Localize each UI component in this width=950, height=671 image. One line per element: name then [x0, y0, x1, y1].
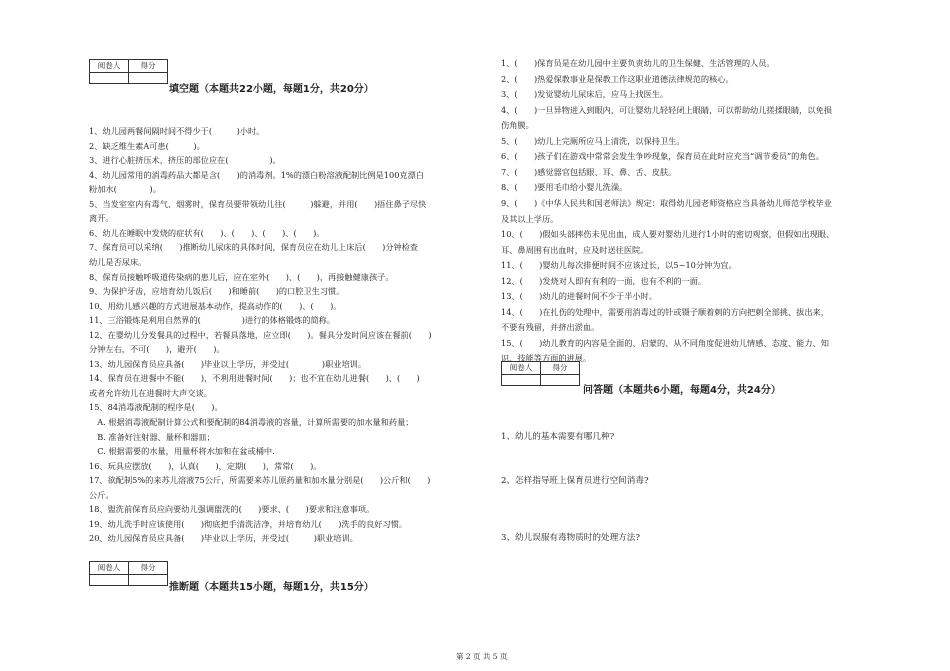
judge-question-line: 不要有残留，并挤出淤血。 [501, 322, 600, 333]
reviewer-cell [502, 375, 541, 385]
fill-section-title: 填空题（本题共22小题，每题1分，共20分） [169, 84, 374, 95]
fill-question-line: 公斤。 [89, 489, 114, 500]
score-label: 得分 [140, 563, 156, 572]
fill-question-line: 18、盥洗前保育员应向要幼儿强调盥洗的( )要求、( )要求和注意事项。 [89, 504, 375, 515]
judge-question-line: 6、( )孩子们在游戏中常常会发生争吵现象，保育员在此时应充当“调节委员”的角色。 [501, 151, 824, 162]
judge-question-line: 3、( )发觉婴幼儿尿床后，应马上找医生。 [501, 89, 669, 100]
score-cell [129, 73, 167, 83]
score-cell [129, 575, 167, 585]
qa-section-title: 问答题（本题共6小题，每题4分，共24分） [583, 385, 781, 396]
judge-question-line: 10、( )假如头部摔伤未见出血，成人要对婴幼儿进行1小时的密切观察，但假如出现眼、 [501, 229, 835, 240]
fill-question-line: C. 根据需要的水量，用量杯将水加和在盆或桶中. [89, 446, 275, 457]
fill-question-line: 幼儿是否尿床。 [89, 256, 147, 267]
judge-question-line: 及其以上学历。 [501, 213, 559, 224]
fill-question-line: 粉加水( )。 [89, 184, 161, 195]
judge-question-line: 4、( )一旦异物进入到眼内，可让婴幼儿轻轻闭上眼睛，可以帮助幼儿搓揉眼睛，以免损 [501, 104, 832, 115]
fill-question-line: 15、84消毒液配制的程序是( )。 [89, 402, 223, 413]
fill-question-line: 或者允许幼儿在进餐时大声交谈。 [89, 387, 212, 398]
judge-question-line: 11、( )婴幼儿每次排便时间不应该过长，以5~10分钟为宜。 [501, 260, 737, 271]
judge-question-line: 识、技能等方面的进展。 [501, 353, 592, 364]
judge-question-line: 13、( )幼儿的进餐时间不少于半小时。 [501, 291, 657, 302]
fill-question-line: 17、欲配制5%的来苏儿溶液75公斤，所需要来苏儿原药量和加水量分别是( )公斤和( ) [89, 475, 431, 486]
score-box-qa [501, 361, 580, 386]
judge-question-line: 14、( )在扎伤的处理中，需要用消毒过的针或镊子顺着刺的方向把刺全部挑、拔出来， [501, 306, 829, 317]
fill-question-line: 13、幼儿园保育员应具备( )毕业以上学历，并受过( )职业培训。 [89, 358, 367, 369]
reviewer-label: 阅卷人 [90, 562, 129, 574]
fill-question-line: 11、三浴锻炼是利用自然界的( )进行的体格锻炼的简称。 [89, 315, 336, 326]
judge-section-title: 推断题（本题共15小题，每题1分，共15分） [169, 582, 374, 593]
fill-question-line: 5、当发室室内有毒气、烟雾时，保育员要带领幼儿往( )躲避，并用( )捂住鼻子尽快 [89, 198, 427, 209]
fill-question-line: 分钟左右，不可( )，避开( )。 [89, 344, 225, 355]
score-label: 得分 [140, 61, 156, 70]
fill-question-line: 1、幼儿园两餐间隔时间不得少于( )小时。 [89, 126, 265, 136]
score-cell [541, 375, 579, 385]
judge-question-line: 伤角膜。 [501, 120, 534, 131]
judge-question-line: 5、( )幼儿上完厕所应马上清洗，以保持卫生。 [501, 135, 685, 146]
fill-question-line: 7、保育员可以采纳( )推断幼儿尿床的具体时间，保育员应在幼儿上床后( )分钟检查 [89, 242, 419, 253]
judge-question-line: 2、( )热爱保教事业是保教工作这职业道德法律规范的核心。 [501, 73, 734, 84]
fill-question-line: 16、玩具应摆放( )，认真( )，定期( )，常常( )。 [89, 460, 322, 471]
qa-question: 3、幼儿误服有毒物质时的处理方法? [501, 533, 640, 543]
reviewer-cell [90, 575, 129, 585]
fill-question-line: 12、在婴幼儿分发餐具的过程中，若餐具落地，应立即( )。餐具分发时间应该在餐前( ) [89, 329, 432, 340]
fill-question-line: 4、幼儿园常用的消毒药品大都是含( )的消毒剂。1%的漂白粉溶液配制比例是100克漂白 [89, 169, 424, 180]
judge-question-line: 8、( )要用毛巾给小婴儿洗澡。 [501, 182, 628, 193]
score-box-fill [89, 59, 168, 84]
qa-question: 1、幼儿的基本需要有哪几种? [501, 432, 615, 442]
fill-question-line: 19、幼儿洗手时应该使用( )彻底把手清洗洁净，并培育幼儿( )洗手的良好习惯。 [89, 518, 407, 529]
fill-question-line: 20、幼儿园保育员应具备( )毕业以上学历，并受过( )职业培训。 [89, 533, 358, 544]
score-box-judge [89, 561, 168, 586]
fill-question-line: 3、进行心脏挤压术，挤压的部位应在( )。 [89, 155, 281, 166]
fill-question-line: B. 准备好注射器、量杯和器皿； [89, 431, 215, 442]
qa-question: 2、怎样指导班上保育员进行空间消毒? [501, 476, 649, 486]
fill-question-line: 6、幼儿在睡眠中发烧的症状有( )、( )、( )、( )。 [89, 227, 325, 238]
fill-question-line: 14、保育员在进餐中不能( )，不利用进餐时间( )；也不宜在幼儿进餐( )、( ) [89, 373, 420, 384]
fill-question-line: 10、用幼儿感兴趣的方式进展基本动作，提高动作的( )、( )。 [89, 300, 342, 311]
judge-question-line: 耳、鼻周围有出血时，应及时送往医院。 [501, 244, 649, 255]
reviewer-label: 阅卷人 [502, 362, 541, 374]
judge-question-line: 15、( )幼儿教育的内容是全面的、启蒙的、从不同角度促进幼儿情感、态度、能力、知 [501, 337, 829, 348]
reviewer-label: 阅卷人 [90, 60, 129, 72]
score-label: 得分 [552, 363, 568, 372]
fill-question-line: 9、为保护牙齿，应培育幼儿饭后( )和睡前( )的口腔卫生习惯。 [89, 286, 345, 297]
fill-question-line: 8、保育员接触呼吸道传染病的患儿后，应在室外( )、( )，再接触健康孩子。 [89, 271, 394, 282]
judge-question-line: 12、( )发烧对人即有有利的一面，也有不利的一面。 [501, 275, 707, 286]
page-footer: 第 2 页 共 5 页 [456, 652, 508, 661]
fill-question-line: A. 根据消毒液配制计算公式和要配制的84消毒液的容量，计算所需要的加水量和药量； [89, 417, 414, 427]
fill-question-line: 2、缺乏维生素A可患( )。 [89, 140, 205, 151]
reviewer-cell [90, 73, 129, 83]
judge-question-line: 1、( )保育员是在幼儿园中主要负责幼儿的卫生保健、生活管理的人员。 [501, 58, 775, 68]
judge-question-line: 9、( )《中华人民共和国老师法》规定：取得幼儿园老师资格应当具备幼儿师范学校毕业 [501, 197, 832, 208]
judge-question-line: 7、( )感觉器官包括眼、耳、鼻、舌、皮肤。 [501, 166, 677, 177]
fill-question-line: 离开。 [89, 213, 114, 224]
